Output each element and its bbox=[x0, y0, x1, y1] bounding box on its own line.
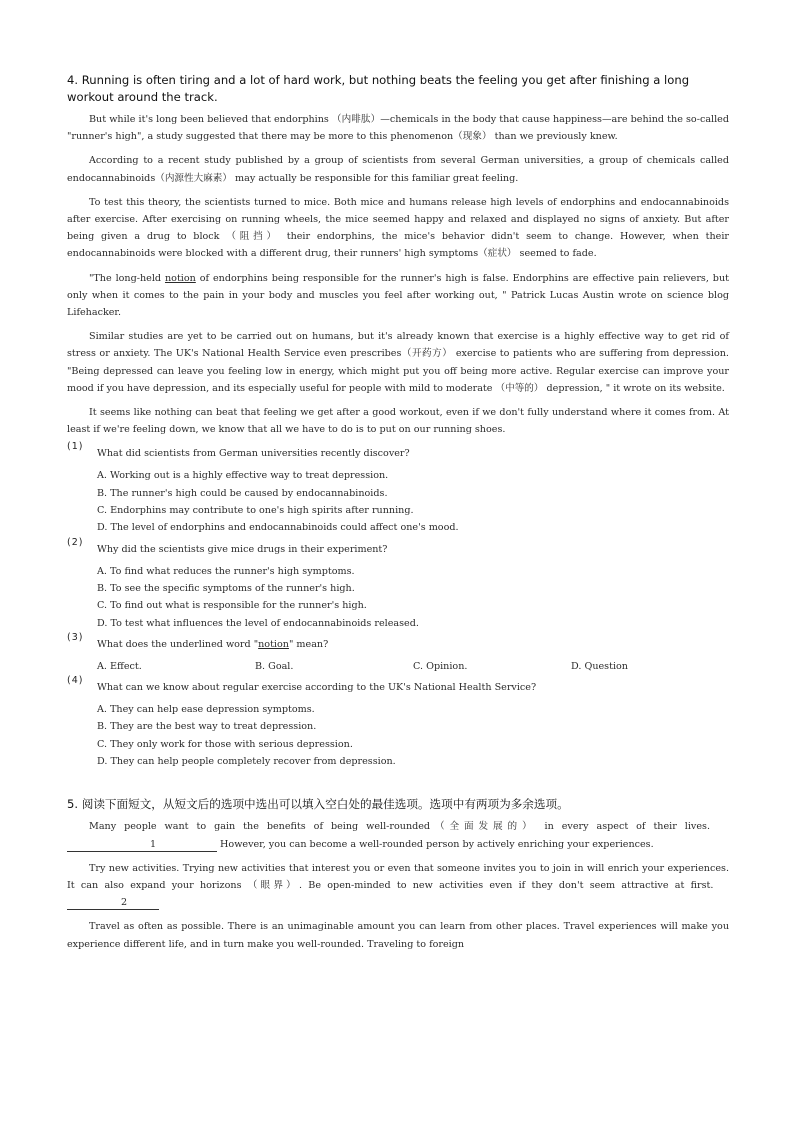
option-c[interactable]: C. They only work for those with serious depression. bbox=[97, 738, 353, 750]
passage-5-paragraph-2 bbox=[67, 860, 729, 912]
option-list bbox=[67, 563, 729, 632]
passage-paragraph-3: To test this theory, the scientists turned to mice. Both mice and humans release high levels of endorphins and endocannabinoids after exercise. After exercising on running wheels, the mice seemed happy and relaxed and displayed no signs of anxiety. But after being given a drug to block （阻挡） their endorphins, the mice's behavior didn't seem to change. However, when their endocannabinoids were blocked with a different drug, their runners' high symptoms（症状） seemed to fade. bbox=[67, 196, 729, 260]
passage-paragraph-1: But while it's long been believed that endorphins （内啡肽）—chemicals in the body that cause happiness—are behind the so-called "runner's high", a study suggested that there may be more to this phenomenon（现象） than we previously knew. bbox=[67, 114, 729, 143]
option-a[interactable]: A. They can help ease depression symptoms. bbox=[97, 704, 315, 716]
sub-question-text: What can we know about regular exercise according to the UK's National Health Service? bbox=[97, 682, 537, 694]
option-d[interactable]: D. To test what influences the level of endocannabinoids released. bbox=[97, 617, 419, 629]
option-row bbox=[67, 658, 729, 675]
option-d[interactable]: D. They can help people completely recover from depression. bbox=[97, 756, 396, 768]
paragraph-4-end: of endorphins being responsible for the runner's high is false. Endorphins are effective pain relievers, but only when it comes to the pain in your body and muscles you feel after working out, " Patrick Lucas Austin wrote on science blog Lifehacker. bbox=[67, 272, 729, 319]
option-list bbox=[67, 467, 729, 536]
paragraph-2-start: Try new activities. Trying new activities that interest you or even that someone invites you to join in will enrich your experiences. It can also expand your horizons （眼界）. Be open-minded to new activities even if they don't seem attractive at first. bbox=[67, 862, 729, 891]
blank-2[interactable]: 2 bbox=[67, 897, 159, 910]
passage-paragraph-5: Similar studies are yet to be carried out on humans, but it's already known that exercise is a highly effective way to get rid of stress or anxiety. The UK's National Health Service even prescribes（开药方） exercise to patients who are suffering from depression. "Being depressed can leave you feeling low in energy, which might put you off being more active. Regular exercise can improve your mood if you have depression, and its especially useful for people with mild to moderate （中等的） depression, " it wrote on its website. bbox=[67, 331, 729, 394]
question-4-heading: 4. Running is often tiring and a lot of hard work, but nothing beats the feeling you get after finishing a long workout around the track. bbox=[67, 73, 690, 104]
paragraph-4-start: "The long-held bbox=[89, 272, 165, 284]
sub-question-4 bbox=[67, 675, 729, 770]
option-d[interactable]: D. The level of endorphins and endocannabinoids could affect one's mood. bbox=[97, 522, 459, 534]
paragraph-1-end: However, you can become a well-rounded person by actively enriching your experiences. bbox=[217, 838, 654, 850]
worksheet-page bbox=[67, 72, 729, 960]
blank-1[interactable]: 1 bbox=[67, 839, 217, 852]
option-a[interactable]: A. Effect. bbox=[97, 660, 142, 672]
passage-paragraph-2: According to a recent study published by a group of scientists from several German universities, a group of chemicals called endocannabinoids（内源性大麻素） may actually be responsible for this familiar great feeling. bbox=[67, 155, 729, 184]
underlined-word-notion: notion bbox=[164, 272, 196, 284]
sub-question-number: (2) bbox=[67, 536, 84, 548]
sub-question-number: (3) bbox=[67, 631, 84, 643]
option-c[interactable]: C. Endorphins may contribute to one's high spirits after running. bbox=[97, 505, 414, 517]
passage-5-paragraph-1 bbox=[67, 818, 729, 852]
question-5-heading: 5. 阅读下面短文，从短文后的选项中选出可以填入空白处的最佳选项。选项中有两项为多余选项。 bbox=[67, 797, 569, 812]
question-5-section bbox=[67, 796, 729, 952]
sub-question-text: Why did the scientists give mice drugs in their experiment? bbox=[97, 543, 388, 555]
sub-question-number: (4) bbox=[67, 675, 84, 687]
passage-paragraph-6: It seems like nothing can beat that feeling we get after a good workout, even if we don't fully understand where it comes from. At least if we're feeling down, we know that all we have to do is to put on our running shoes. bbox=[67, 407, 729, 436]
passage-5-paragraph-3: Travel as often as possible. There is an unimaginable amount you can learn from other places. Travel experiences will make you experience different life, and in turn make you well-rounded. Traveling to foreign bbox=[67, 921, 729, 950]
option-c[interactable]: C. Opinion. bbox=[413, 660, 468, 672]
sub-question-3 bbox=[67, 631, 729, 675]
sub-question-number: (1) bbox=[67, 441, 84, 453]
sub-question-2 bbox=[67, 536, 729, 632]
underlined-word-notion: notion bbox=[258, 638, 289, 650]
option-a[interactable]: A. Working out is a highly effective way to treat depression. bbox=[97, 470, 389, 482]
option-b[interactable]: B. Goal. bbox=[255, 660, 294, 672]
paragraph-1-start: Many people want to gain the benefits of being well-rounded（全面发展的） in every aspect of their lives. bbox=[89, 821, 710, 833]
option-b[interactable]: B. To see the specific symptoms of the runner's high. bbox=[97, 582, 355, 594]
option-c[interactable]: C. To find out what is responsible for the runner's high. bbox=[97, 600, 367, 612]
question-text-start: What does the underlined word " bbox=[97, 638, 259, 650]
sub-question-text: What did scientists from German universities recently discover? bbox=[97, 448, 410, 460]
option-list bbox=[67, 701, 729, 770]
option-b[interactable]: B. The runner's high could be caused by endocannabinoids. bbox=[97, 487, 388, 499]
sub-question-1 bbox=[67, 441, 729, 536]
option-d[interactable]: D. Question bbox=[571, 660, 628, 672]
sub-question-text bbox=[67, 636, 729, 653]
passage-paragraph-4 bbox=[67, 270, 729, 322]
option-b[interactable]: B. They are the best way to treat depression. bbox=[97, 721, 317, 733]
question-text-end: " mean? bbox=[288, 638, 329, 650]
option-a[interactable]: A. To find what reduces the runner's high symptoms. bbox=[97, 565, 355, 577]
